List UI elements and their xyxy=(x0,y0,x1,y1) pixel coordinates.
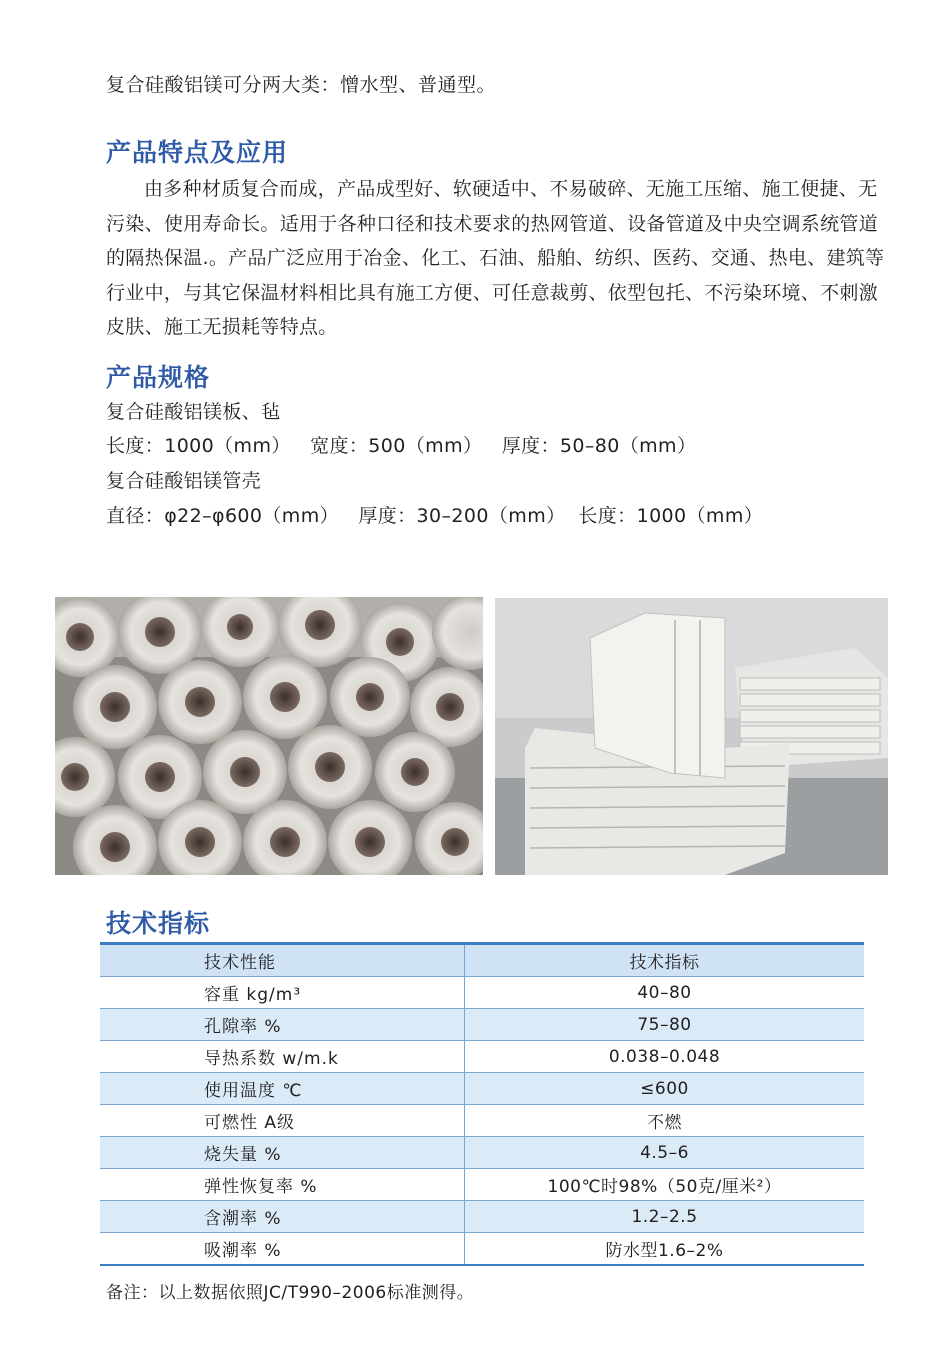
table-header-row xyxy=(100,944,864,977)
board-dimensions: 长度：1000（mm） 宽度：500（mm） 厚度：50–80（mm） xyxy=(106,435,697,457)
features-paragraph: 由多种材质复合而成，产品成型好、软硬适中、不易破碎、无施工压缩、施工便捷、无污染、使用寿命长。适用于各种口径和技术要求的热网管道、设备管道及中央空调系统管道的隔热保温.。产品广泛应用于冶金、化工、石油、船舶、纺织、医药、交通、热电、建筑等行业中，与其它保温材料相比具有施工方便、可任意裁剪、依型包托、不污染环境、不刺激皮肤、施工无损耗等特点。 xyxy=(106,178,885,338)
pipe-dimensions: 直径：φ22–φ600（mm） 厚度：30–200（mm） 长度：1000（mm） xyxy=(106,505,764,527)
value-cell: 40–80 xyxy=(465,977,865,1009)
table-row xyxy=(100,1233,864,1266)
table-row xyxy=(100,1073,864,1105)
value-cell: 100℃时98%（50克/厘米²） xyxy=(465,1169,865,1201)
table-row xyxy=(100,1105,864,1137)
features-heading: 产品特点及应用 xyxy=(106,138,289,167)
property-cell: 可燃性 A级 xyxy=(100,1105,465,1137)
intro-text: 复合硅酸铝镁可分两大类：憎水型、普通型。 xyxy=(106,74,497,96)
value-cell: 75–80 xyxy=(465,1009,865,1041)
table-row xyxy=(100,977,864,1009)
specs-heading: 产品规格 xyxy=(106,363,211,392)
property-cell: 使用温度 ℃ xyxy=(100,1073,465,1105)
table-row xyxy=(100,1041,864,1073)
property-cell: 吸潮率 % xyxy=(100,1233,465,1266)
value-cell: 不燃 xyxy=(465,1105,865,1137)
property-cell: 容重 kg/m³ xyxy=(100,977,465,1009)
value-cell: 1.2–2.5 xyxy=(465,1201,865,1233)
property-cell: 孔隙率 % xyxy=(100,1009,465,1041)
board-title: 复合硅酸铝镁板、毡 xyxy=(106,401,281,423)
property-cell: 弹性恢复率 % xyxy=(100,1169,465,1201)
value-cell: ≤600 xyxy=(465,1073,865,1105)
property-cell: 含潮率 % xyxy=(100,1201,465,1233)
table-row xyxy=(100,1201,864,1233)
value-cell: 防水型1.6–2% xyxy=(465,1233,865,1266)
value-cell: 4.5–6 xyxy=(465,1137,865,1169)
property-cell: 烧失量 % xyxy=(100,1137,465,1169)
table-row xyxy=(100,1009,864,1041)
boards-photo xyxy=(495,598,888,875)
value-cell: 0.038–0.048 xyxy=(465,1041,865,1073)
table-row xyxy=(100,1169,864,1201)
footnote: 备注：以上数据依照JC/T990–2006标准测得。 xyxy=(106,1283,475,1303)
table-row xyxy=(100,1137,864,1169)
tech-spec-table xyxy=(100,942,864,1266)
property-cell: 导热系数 w/m.k xyxy=(100,1041,465,1073)
table-header-cell: 技术性能 xyxy=(100,944,465,977)
table-header-cell: 技术指标 xyxy=(465,944,865,977)
pipe-shells-photo xyxy=(55,597,483,875)
pipe-title: 复合硅酸铝镁管壳 xyxy=(106,470,262,492)
tech-heading: 技术指标 xyxy=(106,909,211,938)
